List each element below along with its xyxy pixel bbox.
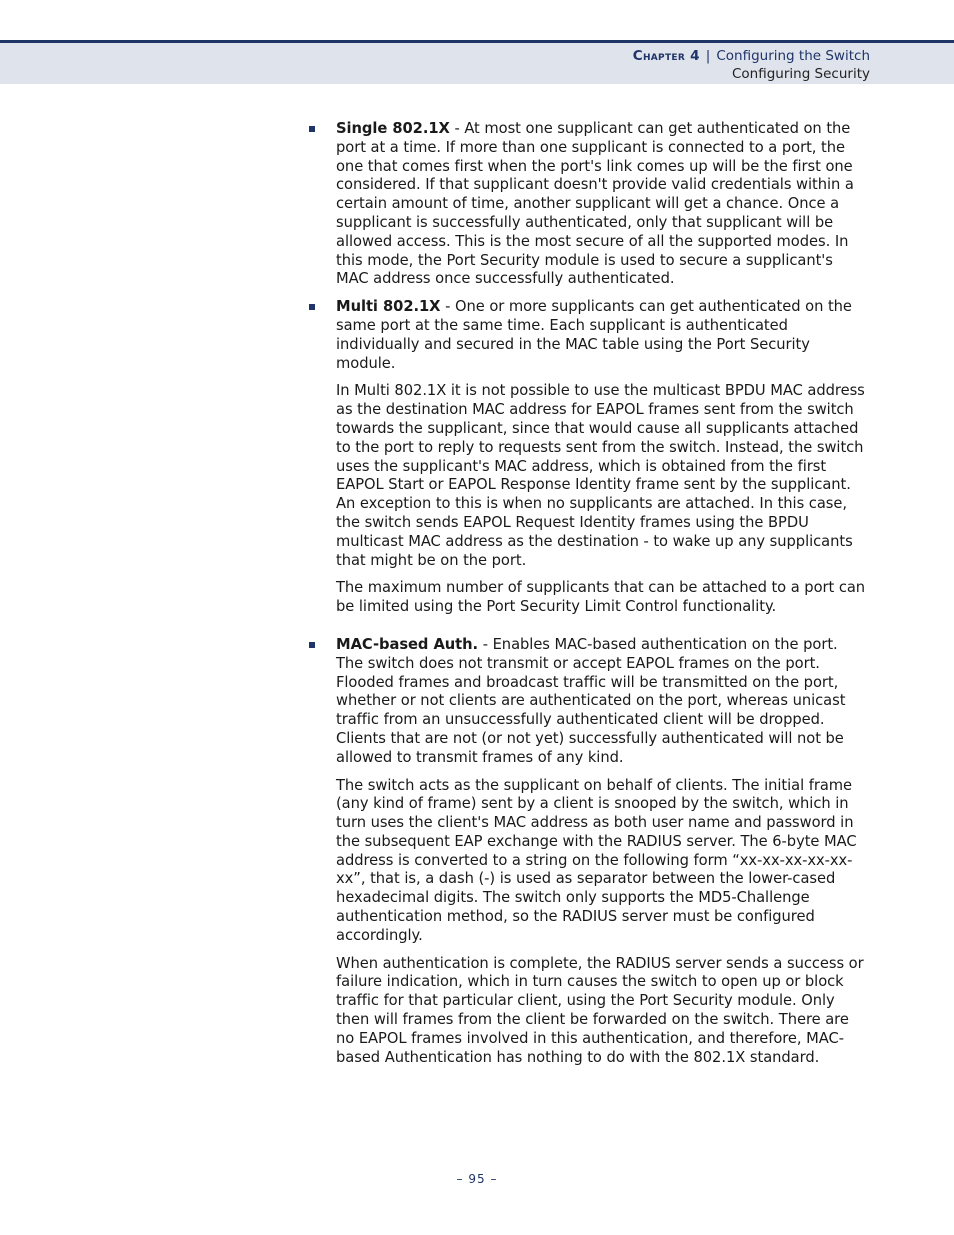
page-number: – 95 – (456, 1172, 498, 1186)
item-paragraph: The maximum number of supplicants that can be attached to a port can be limited using the Port Security Limit Control functionality. (336, 579, 866, 616)
section-title: Configuring Security (731, 66, 870, 82)
chapter-title: Configuring the Switch (716, 48, 870, 64)
list-item-multi-8021x (309, 298, 869, 617)
spacer (309, 626, 869, 636)
running-header (633, 47, 870, 83)
item-paragraph: In Multi 802.1X it is not possible to use the multicast BPDU MAC address as the destination MAC address for EAPOL frames sent from the switch towards the supplicant, since that would cause all supplicants attached to the port to reply to requests sent from the switch. Instead, the switch uses the supplicant's MAC address, which is obtained from the first EAPOL Start or EAPOL Response Identity frame sent by the supplicant. An exception to this is when no supplicants are attached. In this case, the switch sends EAPOL Request Identity frames using the BPDU multicast MAC address as the destination - to wake up any supplicants that might be on the port. (336, 382, 865, 569)
chapter-label: Chapter 4 (632, 48, 700, 64)
item-paragraph (336, 298, 869, 373)
page-header (0, 40, 954, 84)
item-paragraph (336, 120, 869, 289)
bullet-square-icon (309, 126, 315, 132)
header-separator: | (705, 48, 711, 64)
item-paragraph (336, 636, 869, 768)
item-description: - Enables MAC-based authentication on the port. The switch does not transmit or accept EAPOL frames on the port. Flooded frames and broadcast traffic will be transmitted on the port, whether or not clients are authenticated on the port, whereas unicast traffic from an unsuccessfully authenticated client will be dropped. Clients that are not (or not yet) successfully authenticated will not be allowed to transmit frames of any kind. (336, 635, 846, 766)
bullet-square-icon (309, 304, 315, 310)
item-description: - One or more supplicants can get authenticated on the same port at the same time. Each supplicant is authenticated individually and secured in the MAC table using the Port Security module. (336, 298, 852, 372)
item-paragraph: The switch acts as the supplicant on behalf of clients. The initial frame (any kind of frame) sent by a client is snooped by the switch, which in turn uses the client's MAC address as both user name and password in the subsequent EAP exchange with the RADIUS server. The 6-byte MAC address is converted to a string on the following form “xx-xx-xx-xx-xx-xx”, that is, a dash (-) is used as separator between the lower-cased hexadecimal digits. The switch only supports the MD5-Challenge authentication method, so the RADIUS server must be configured accordingly. (336, 776, 857, 944)
header-line-1 (633, 47, 870, 65)
item-description: - At most one supplicant can get authenticated on the port at a time. If more than one supplicant is connected to a port, the one that comes first when the port's link comes up will be the first one considered. If that supplicant doesn't provide valid credentials within a certain amount of time, another supplicant will get a chance. Once a supplicant is successfully authenticated, only that supplicant will be allowed access. This is the most secure of all the supported modes. In this mode, the Port Security module is used to secure a supplicant's MAC address once successfully authenticated. (336, 120, 854, 288)
body-content (309, 120, 869, 1076)
bullet-square-icon (309, 642, 315, 648)
item-term: Single 802.1X (336, 120, 450, 137)
item-paragraph: When authentication is complete, the RADIUS server sends a success or failure indication, which in turn causes the switch to open up or block traffic for that particular client, using the Port Security module. Only then will frames from the client be forwarded on the switch. There are no EAPOL frames involved in this authentication, and therefore, MAC-based Authentication has nothing to do with the 802.1X standard. (336, 954, 864, 1066)
list-item-mac-based-auth (309, 636, 869, 1068)
item-term: MAC-based Auth. (336, 635, 479, 653)
list-item-single-8021x (309, 120, 869, 289)
item-term: Multi 802.1X (336, 298, 441, 316)
